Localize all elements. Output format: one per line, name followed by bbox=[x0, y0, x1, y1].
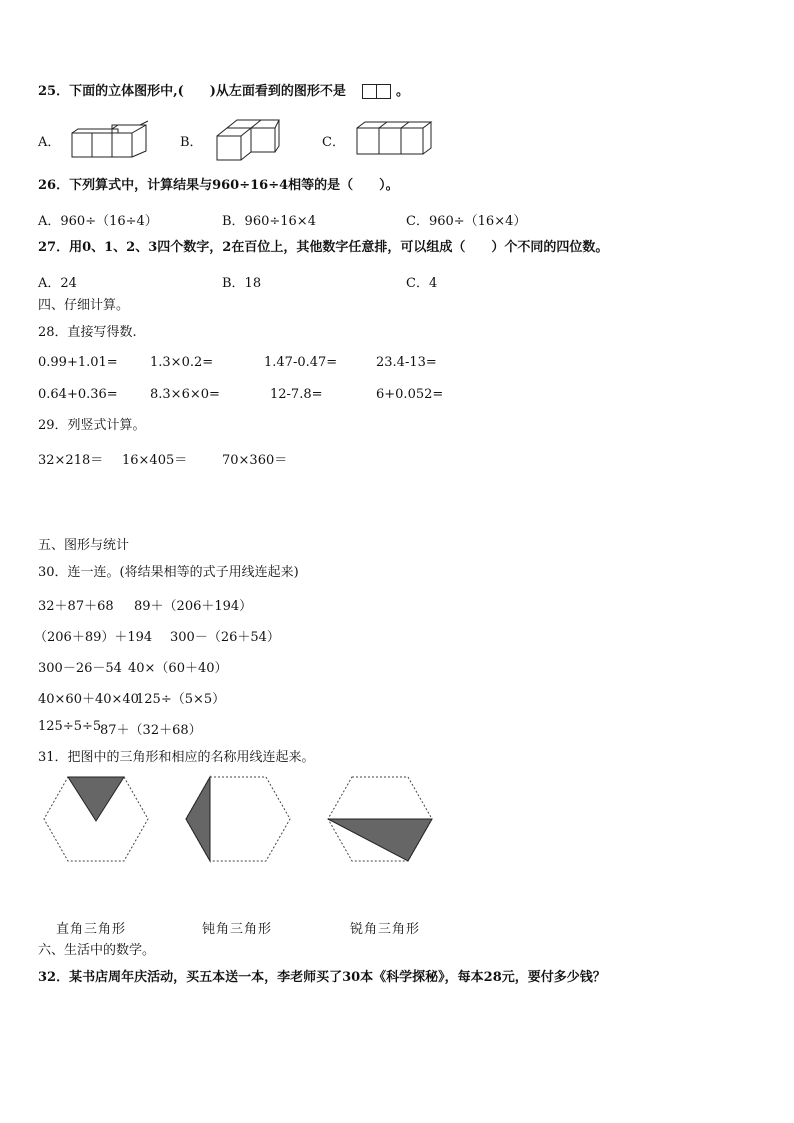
q26-option-c: C．960÷（16×4） bbox=[406, 214, 527, 229]
q25-option-c-label: C． bbox=[322, 135, 345, 150]
section-4-heading: 四、仔细计算。 bbox=[38, 298, 130, 313]
q27-text: 27．用0、1、2、3四个数字，2在百位上，其他数字任意排，可以组成（ ）个不同的四位数。 bbox=[38, 240, 609, 255]
q28-r1-c2: 1.3×0.2= bbox=[150, 355, 214, 370]
section-6-heading: 六、生活中的数学。 bbox=[38, 943, 156, 958]
triangle-label-obtuse: 钝角三角形 bbox=[202, 922, 273, 937]
q30-right-1: 89＋（206＋194） bbox=[134, 599, 253, 614]
q29-text: 29．列竖式计算。 bbox=[38, 418, 146, 433]
q30-text: 30．连一连。(将结果相等的式子用线连起来) bbox=[38, 565, 299, 580]
q30-left-5: 125÷5÷5 bbox=[38, 719, 102, 734]
section-5-heading: 五、图形与统计 bbox=[38, 538, 130, 553]
q32-text: 32．某书店周年庆活动，买五本送一本，李老师买了30本《科学探秘》，每本28元，要付多少钱？ bbox=[38, 970, 606, 985]
q25-option-a-label: A． bbox=[38, 135, 61, 150]
q28-r2-c2: 8.3×6×0= bbox=[150, 387, 220, 402]
q30-left-2: （206＋89）＋194 bbox=[34, 630, 153, 645]
q25-option-b-label: B． bbox=[180, 135, 203, 150]
q29-item-2: 16×405＝ bbox=[122, 453, 188, 468]
hexagon-figure-2 bbox=[182, 775, 292, 865]
q30-right-5: 87＋（32＋68） bbox=[100, 723, 202, 738]
triangle-label-acute: 锐角三角形 bbox=[350, 922, 421, 937]
q26-text: 26．下列算式中，计算结果与960÷16÷4相等的是（ ）。 bbox=[38, 178, 399, 193]
q27-option-b: B．18 bbox=[222, 276, 262, 291]
hexagon-figure-1 bbox=[40, 775, 150, 865]
triangle-label-right: 直角三角形 bbox=[56, 922, 127, 937]
q26-option-a: A．960÷（16÷4） bbox=[38, 214, 158, 229]
q30-right-2: 300－（26＋54） bbox=[170, 630, 280, 645]
q29-item-1: 32×218＝ bbox=[38, 453, 104, 468]
q29-item-3: 70×360＝ bbox=[222, 453, 288, 468]
cube-figure-b bbox=[213, 118, 285, 162]
q28-r2-c4: 6+0.052= bbox=[376, 387, 444, 402]
q28-r1-c3: 1.47-0.47= bbox=[264, 355, 338, 370]
cube-figure-c bbox=[355, 120, 435, 156]
q28-text: 28．直接写得数. bbox=[38, 325, 137, 340]
q26-option-b: B．960÷16×4 bbox=[222, 214, 316, 229]
q28-r1-c1: 0.99+1.01= bbox=[38, 355, 118, 370]
q31-text: 31．把图中的三角形和相应的名称用线连起来。 bbox=[38, 750, 315, 765]
q28-r2-c1: 0.64+0.36= bbox=[38, 387, 118, 402]
q30-right-3: 40×（60＋40） bbox=[128, 661, 228, 676]
cube-figure-a bbox=[70, 123, 150, 159]
q30-right-4: 125÷（5×5） bbox=[136, 692, 226, 707]
q30-left-4: 40×60＋40×40 bbox=[38, 692, 139, 707]
q28-r2-c3: 12-7.8= bbox=[270, 387, 323, 402]
q27-option-c: C．4 bbox=[406, 276, 438, 291]
q25-text: 25．下面的立体图形中,( )从左面看到的图形不是 bbox=[38, 84, 346, 99]
q28-r1-c4: 23.4-13= bbox=[376, 355, 437, 370]
square-pair-icon bbox=[362, 84, 392, 100]
q27-option-a: A．24 bbox=[38, 276, 77, 291]
q25-end: 。 bbox=[396, 84, 410, 99]
q30-left-1: 32＋87＋68 bbox=[38, 599, 114, 614]
q30-left-3: 300－26－54 bbox=[38, 661, 122, 676]
hexagon-figure-3 bbox=[324, 775, 434, 865]
